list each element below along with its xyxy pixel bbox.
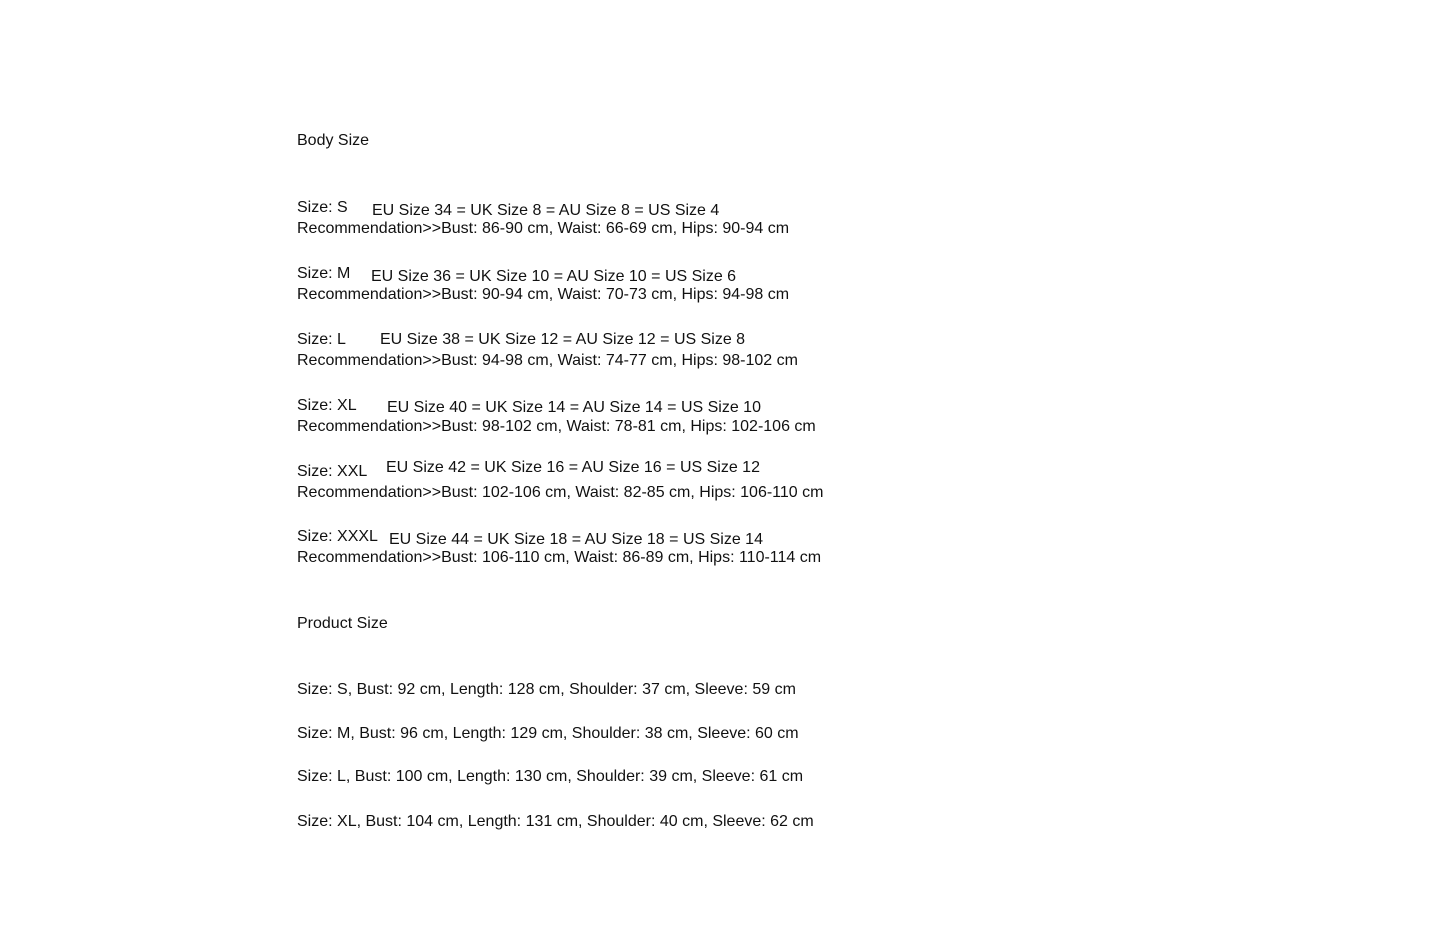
size-equivalent: EU Size 34 = UK Size 8 = AU Size 8 = US Size 4 — [372, 202, 720, 219]
size-label: Size: XXXL — [297, 528, 378, 545]
size-label: Size: XL — [297, 397, 357, 414]
body-size-row — [297, 459, 997, 503]
product-size-row: Size: XL, Bust: 104 cm, Length: 131 cm, Shoulder: 40 cm, Sleeve: 62 cm — [297, 813, 814, 830]
body-size-row — [297, 528, 997, 572]
size-label: Size: M — [297, 265, 351, 282]
body-size-row — [297, 397, 997, 441]
body-size-row — [297, 331, 997, 375]
product-size-title: Product Size — [297, 615, 388, 632]
size-equivalent: EU Size 42 = UK Size 16 = AU Size 16 = US Size 12 — [386, 459, 760, 476]
size-label: Size: S — [297, 199, 348, 216]
size-recommendation: Recommendation>>Bust: 98-102 cm, Waist: 78-81 cm, Hips: 102-106 cm — [297, 418, 816, 435]
size-recommendation: Recommendation>>Bust: 106-110 cm, Waist: 86-89 cm, Hips: 110-114 cm — [297, 549, 822, 566]
size-equivalent: EU Size 36 = UK Size 10 = AU Size 10 = US Size 6 — [371, 268, 737, 285]
body-size-row — [297, 265, 997, 309]
body-size-row — [297, 199, 997, 243]
size-recommendation: Recommendation>>Bust: 86-90 cm, Waist: 66-69 cm, Hips: 90-94 cm — [297, 220, 790, 237]
product-size-row: Size: L, Bust: 100 cm, Length: 130 cm, Shoulder: 39 cm, Sleeve: 61 cm — [297, 768, 804, 785]
size-label: Size: L — [297, 331, 346, 348]
size-recommendation: Recommendation>>Bust: 90-94 cm, Waist: 70-73 cm, Hips: 94-98 cm — [297, 286, 790, 303]
size-equivalent: EU Size 38 = UK Size 12 = AU Size 12 = US Size 8 — [380, 331, 746, 348]
product-size-row: Size: S, Bust: 92 cm, Length: 128 cm, Shoulder: 37 cm, Sleeve: 59 cm — [297, 681, 796, 698]
size-guide — [297, 0, 997, 830]
body-size-title: Body Size — [297, 132, 370, 149]
size-equivalent: EU Size 44 = UK Size 18 = AU Size 18 = US Size 14 — [389, 531, 763, 548]
size-recommendation: Recommendation>>Bust: 94-98 cm, Waist: 74-77 cm, Hips: 98-102 cm — [297, 352, 798, 369]
size-recommendation: Recommendation>>Bust: 102-106 cm, Waist: 82-85 cm, Hips: 106-110 cm — [297, 484, 824, 501]
size-equivalent: EU Size 40 = UK Size 14 = AU Size 14 = US Size 10 — [387, 399, 761, 416]
product-size-row: Size: M, Bust: 96 cm, Length: 129 cm, Shoulder: 38 cm, Sleeve: 60 cm — [297, 725, 799, 742]
size-label: Size: XXL — [297, 463, 368, 480]
